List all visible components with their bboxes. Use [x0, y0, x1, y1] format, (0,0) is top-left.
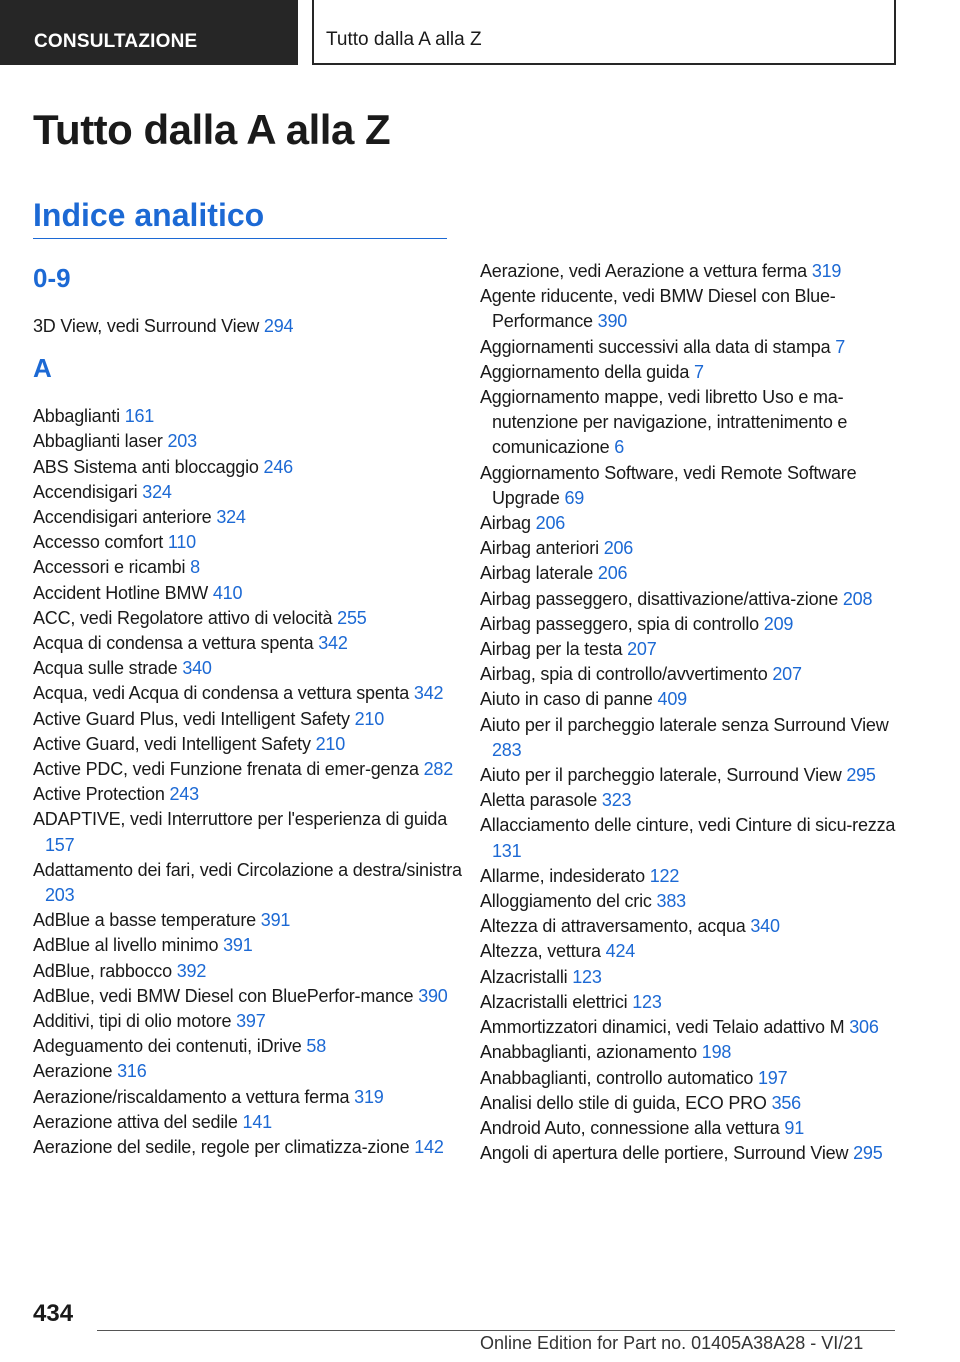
index-entry-text: ABS Sistema anti bloccaggio	[33, 456, 259, 477]
index-page-link[interactable]: 58	[306, 1036, 327, 1057]
index-entry	[480, 864, 910, 889]
index-column-right	[480, 259, 910, 1166]
index-entry	[480, 763, 910, 788]
index-entry-text: Active PDC, vedi Funzione frenata di emer‐genza	[33, 759, 419, 780]
index-entry	[480, 561, 910, 586]
index-page-link[interactable]: 424	[605, 941, 636, 962]
index-entry	[33, 505, 463, 530]
index-column-left	[33, 259, 463, 1160]
index-letter-heading: 0-9	[33, 263, 71, 293]
header-section-tab	[0, 0, 298, 65]
index-entry	[480, 511, 910, 536]
index-page-link[interactable]: 324	[216, 507, 246, 528]
index-entry	[33, 858, 463, 908]
index-entry-text: Airbag per la testa	[480, 639, 623, 660]
index-entry-text: Aerazione, vedi Aerazione a vettura ferma	[480, 261, 807, 281]
index-page-link[interactable]: 210	[354, 708, 385, 729]
index-entry-text: Alloggiamento del cric	[480, 891, 652, 912]
index-entry-text: Accendisigari anteriore	[33, 507, 212, 528]
index-page-link[interactable]: 342	[318, 633, 348, 654]
index-page-link[interactable]: 207	[627, 639, 657, 660]
index-page-link[interactable]: 356	[771, 1092, 801, 1113]
index-page-link[interactable]: 122	[649, 865, 680, 886]
index-entry	[33, 1085, 463, 1110]
index-entry	[33, 480, 463, 505]
index-entry	[33, 707, 463, 732]
index-entry-text: Aerazione del sedile, regole per climatizza‐zione	[33, 1137, 410, 1158]
index-entry-text: ACC, vedi Regolatore attivo di velocità	[33, 607, 333, 628]
index-entry-text: Accessori e ricambi	[33, 557, 186, 578]
index-entry-text: Airbag	[480, 513, 531, 534]
index-entry	[480, 1066, 910, 1091]
index-entry-text: Additivi, tipi di olio motore	[33, 1011, 232, 1032]
index-entry	[480, 788, 910, 813]
index-entry-text: Aggiornamento Software, vedi Remote Software Upgrade	[480, 462, 857, 508]
index-page-link[interactable]: 295	[853, 1143, 883, 1164]
index-page-link[interactable]: 340	[182, 658, 212, 679]
index-entry-text: Active Protection	[33, 784, 165, 805]
index-entry-text: AdBlue al livello minimo	[33, 935, 219, 956]
index-entry-text: Aggiornamento mappe, vedi libretto Uso e ma‐nutenzione per navigazione, intrattenimento e comunicazione	[480, 387, 848, 458]
index-entry-text: Airbag passeggero, spia di controllo	[480, 613, 759, 634]
index-entry-text: Altezza, vettura	[480, 941, 601, 962]
index-entry-text: Active Guard, vedi Intelligent Safety	[33, 733, 311, 754]
index-page-link[interactable]: 197	[758, 1067, 788, 1088]
index-page-link[interactable]: 283	[492, 739, 522, 760]
footer-edition: Online Edition for Part no. 01405A38A28 - VI/21	[480, 1333, 864, 1353]
index-page-link[interactable]: 410	[212, 582, 243, 603]
index-page-link[interactable]: 255	[337, 607, 367, 628]
index-page-link[interactable]: 383	[656, 891, 686, 912]
index-page-link[interactable]: 295	[846, 765, 876, 786]
index-entry	[480, 587, 910, 612]
index-entry-text: 3D View, vedi Surround View	[33, 316, 260, 336]
index-page-link[interactable]: 7	[693, 361, 704, 382]
index-entry-text: Anabbaglianti, controllo automatico	[480, 1067, 754, 1088]
index-entry-text: Airbag, spia di controllo/avvertimento	[480, 664, 768, 685]
index-entry-text: Aiuto in caso di panne	[480, 689, 653, 710]
index-entry	[33, 807, 463, 857]
index-entry-text: Agente riducente, vedi BMW Diesel con Blue‐Performance	[480, 286, 836, 332]
index-entry	[480, 687, 910, 712]
index-entry	[480, 1015, 910, 1040]
index-entry	[33, 455, 463, 480]
index-entry	[33, 908, 463, 933]
index-entry	[33, 782, 463, 807]
index-entry	[480, 813, 910, 863]
index-page-link[interactable]: 203	[45, 885, 75, 906]
index-letter-heading: A	[33, 353, 52, 384]
index-entry	[480, 662, 910, 687]
index-page-link[interactable]: 206	[597, 563, 628, 584]
index-page-link[interactable]: 203	[167, 431, 197, 452]
index-entry	[33, 732, 463, 757]
index-page-link[interactable]: 306	[849, 1017, 879, 1038]
index-page-link[interactable]: 123	[632, 991, 662, 1012]
index-entry	[33, 581, 463, 606]
index-entry	[33, 757, 463, 782]
index-page-link[interactable]: 91	[784, 1117, 805, 1138]
index-page-link[interactable]: 409	[657, 689, 687, 710]
index-entry-text: Active Guard Plus, vedi Intelligent Safety	[33, 708, 350, 729]
index-page-link[interactable]: 141	[242, 1111, 272, 1132]
index-page-link[interactable]: 342	[413, 683, 444, 704]
index-page-link[interactable]: 207	[772, 664, 802, 685]
index-entry	[33, 429, 463, 454]
index-entry-text: AdBlue, vedi BMW Diesel con BluePerfor‐mance	[33, 985, 414, 1006]
index-entry	[480, 335, 910, 360]
index-page-link[interactable]: 243	[169, 784, 199, 805]
index-entry	[480, 713, 910, 763]
index-page-link[interactable]: 208	[842, 588, 873, 609]
index-page-link[interactable]: 294	[263, 316, 294, 336]
index-entry	[480, 1040, 910, 1065]
index-entry	[480, 461, 910, 511]
index-entry-text: AdBlue a basse temperature	[33, 910, 256, 931]
index-entry	[33, 984, 463, 1009]
index-entry-text: Allarme, indesiderato	[480, 865, 645, 886]
heading-spacer	[33, 297, 463, 314]
index-page-link[interactable]: 161	[124, 406, 155, 427]
index-page-link[interactable]: 282	[423, 759, 454, 780]
index-entry-text: Anabbaglianti, azionamento	[480, 1042, 697, 1063]
index-entry-text: Abbaglianti laser	[33, 431, 163, 452]
index-page-link[interactable]: 391	[260, 910, 291, 931]
index-entry	[480, 889, 910, 914]
index-page-link[interactable]: 69	[564, 487, 585, 508]
index-page-link[interactable]: 157	[45, 834, 75, 855]
index-entry-text: Accesso comfort	[33, 532, 164, 553]
index-page-link[interactable]: 8	[190, 557, 200, 578]
index-page-link[interactable]: 319	[811, 261, 842, 281]
index-entry	[33, 1034, 463, 1059]
index-entry	[33, 606, 463, 631]
index-entry	[480, 284, 910, 334]
index-page-link[interactable]: 206	[603, 538, 634, 559]
index-subtitle: Indice analitico	[33, 197, 265, 233]
index-page-link[interactable]: 391	[223, 935, 253, 956]
index-entry	[480, 385, 910, 461]
index-entry	[480, 259, 910, 284]
index-entry-text: Android Auto, connessione alla vettura	[480, 1117, 780, 1138]
index-entry	[33, 959, 463, 984]
index-page-link[interactable]: 142	[414, 1137, 444, 1158]
index-entry-text: Ammortizzatori dinamici, vedi Telaio adattivo M	[480, 1017, 845, 1038]
index-entry	[480, 914, 910, 939]
index-page-link[interactable]: 110	[167, 532, 196, 553]
header-chapter-tab	[312, 0, 896, 65]
index-entry-text: Acqua, vedi Acqua di condensa a vettura spenta	[33, 683, 410, 704]
footer-divider	[97, 1330, 895, 1331]
index-entry	[33, 1110, 463, 1135]
index-entry	[33, 314, 463, 339]
index-entry	[33, 681, 463, 706]
index-entry-text: Accident Hotline BMW	[33, 582, 209, 603]
index-entry-text: Acqua sulle strade	[33, 658, 178, 679]
index-entry-text: ADAPTIVE, vedi Interruttore per l'esperienza di guida	[33, 809, 448, 830]
index-entry-text: Adeguamento dei contenuti, iDrive	[33, 1036, 302, 1057]
index-page-link[interactable]: 397	[236, 1011, 266, 1032]
index-entry-text: Airbag passeggero, disattivazione/attiva‐zione	[480, 588, 839, 609]
index-entry-text: Angoli di apertura delle portiere, Surround View	[480, 1143, 849, 1164]
index-entry-text: Aggiornamento della guida	[480, 361, 690, 382]
index-entry-text: Accendisigari	[33, 481, 138, 502]
index-entry-text: Airbag laterale	[480, 563, 594, 584]
index-page-link[interactable]: 6	[614, 437, 625, 458]
index-entry-text: Aiuto per il parcheggio laterale, Surround View	[480, 765, 842, 786]
index-entry	[33, 555, 463, 580]
index-entry-text: Airbag anteriori	[480, 538, 599, 559]
index-entry	[480, 360, 910, 385]
index-page-link[interactable]: 392	[176, 960, 207, 981]
index-page-link[interactable]: 324	[142, 481, 172, 502]
index-entry-text: Alzacristalli	[480, 966, 568, 987]
index-entry-text: Alzacristalli elettrici	[480, 991, 628, 1012]
index-page-link[interactable]: 198	[701, 1042, 732, 1063]
header-chapter-label: Tutto dalla A alla Z	[326, 29, 482, 50]
index-entry-text: Acqua di condensa a vettura spenta	[33, 633, 314, 654]
index-page-link[interactable]: 209	[763, 613, 794, 634]
index-page-link[interactable]: 246	[263, 456, 293, 477]
index-entry	[480, 612, 910, 637]
index-page-link[interactable]: 316	[117, 1061, 147, 1082]
index-entry-text: Allacciamento delle cinture, vedi Cinture di sicu‐rezza	[480, 815, 896, 836]
index-page-link[interactable]: 390	[597, 311, 628, 332]
index-entry	[480, 1091, 910, 1116]
index-entry	[33, 1135, 463, 1160]
index-page-link[interactable]: 340	[750, 916, 780, 937]
index-entry	[480, 536, 910, 561]
index-entry-text: Adattamento dei fari, vedi Circolazione a destra/sinistra	[33, 859, 462, 880]
index-entry	[33, 530, 463, 555]
index-entry	[480, 939, 910, 964]
index-entry-text: Aiuto per il parcheggio laterale senza Surround View	[480, 714, 889, 735]
heading-spacer	[33, 387, 463, 404]
index-entry-text: Altezza di attraversamento, acqua	[480, 916, 746, 937]
index-entry	[480, 1141, 910, 1166]
index-page-link[interactable]: 206	[535, 513, 566, 534]
index-page-link[interactable]: 210	[315, 733, 346, 754]
index-entry	[33, 656, 463, 681]
index-page-link[interactable]: 123	[572, 966, 602, 987]
index-entry-text: Aerazione attiva del sedile	[33, 1111, 238, 1132]
index-entry	[33, 631, 463, 656]
index-page-link[interactable]: 319	[354, 1086, 384, 1107]
index-page-link[interactable]: 7	[835, 336, 846, 357]
index-entry-text: Aggiornamenti successivi alla data di stampa	[480, 336, 831, 357]
index-entry-text: Abbaglianti	[33, 406, 120, 427]
index-entry	[480, 990, 910, 1015]
index-entry-text: Aletta parasole	[480, 790, 598, 811]
header-section-label: CONSULTAZIONE	[34, 31, 198, 52]
index-entry	[480, 1116, 910, 1141]
subtitle-underline	[33, 238, 447, 239]
index-entry-text: Aerazione/riscaldamento a vettura ferma	[33, 1086, 350, 1107]
index-entry	[480, 965, 910, 990]
index-page-link[interactable]: 131	[492, 840, 522, 861]
index-entry	[33, 1009, 463, 1034]
index-entry-text: Analisi dello stile di guida, ECO PRO	[480, 1092, 767, 1113]
index-entry	[33, 933, 463, 958]
index-entry	[480, 637, 910, 662]
index-entry	[33, 404, 463, 429]
page-title: Tutto dalla A alla Z	[33, 106, 391, 153]
index-page-link[interactable]: 323	[601, 790, 632, 811]
page-number: 434	[33, 1300, 74, 1327]
index-entry	[33, 1059, 463, 1084]
index-entry-text: AdBlue, rabbocco	[33, 960, 172, 981]
index-entry-text: Aerazione	[33, 1061, 113, 1082]
index-page-link[interactable]: 390	[418, 985, 448, 1006]
